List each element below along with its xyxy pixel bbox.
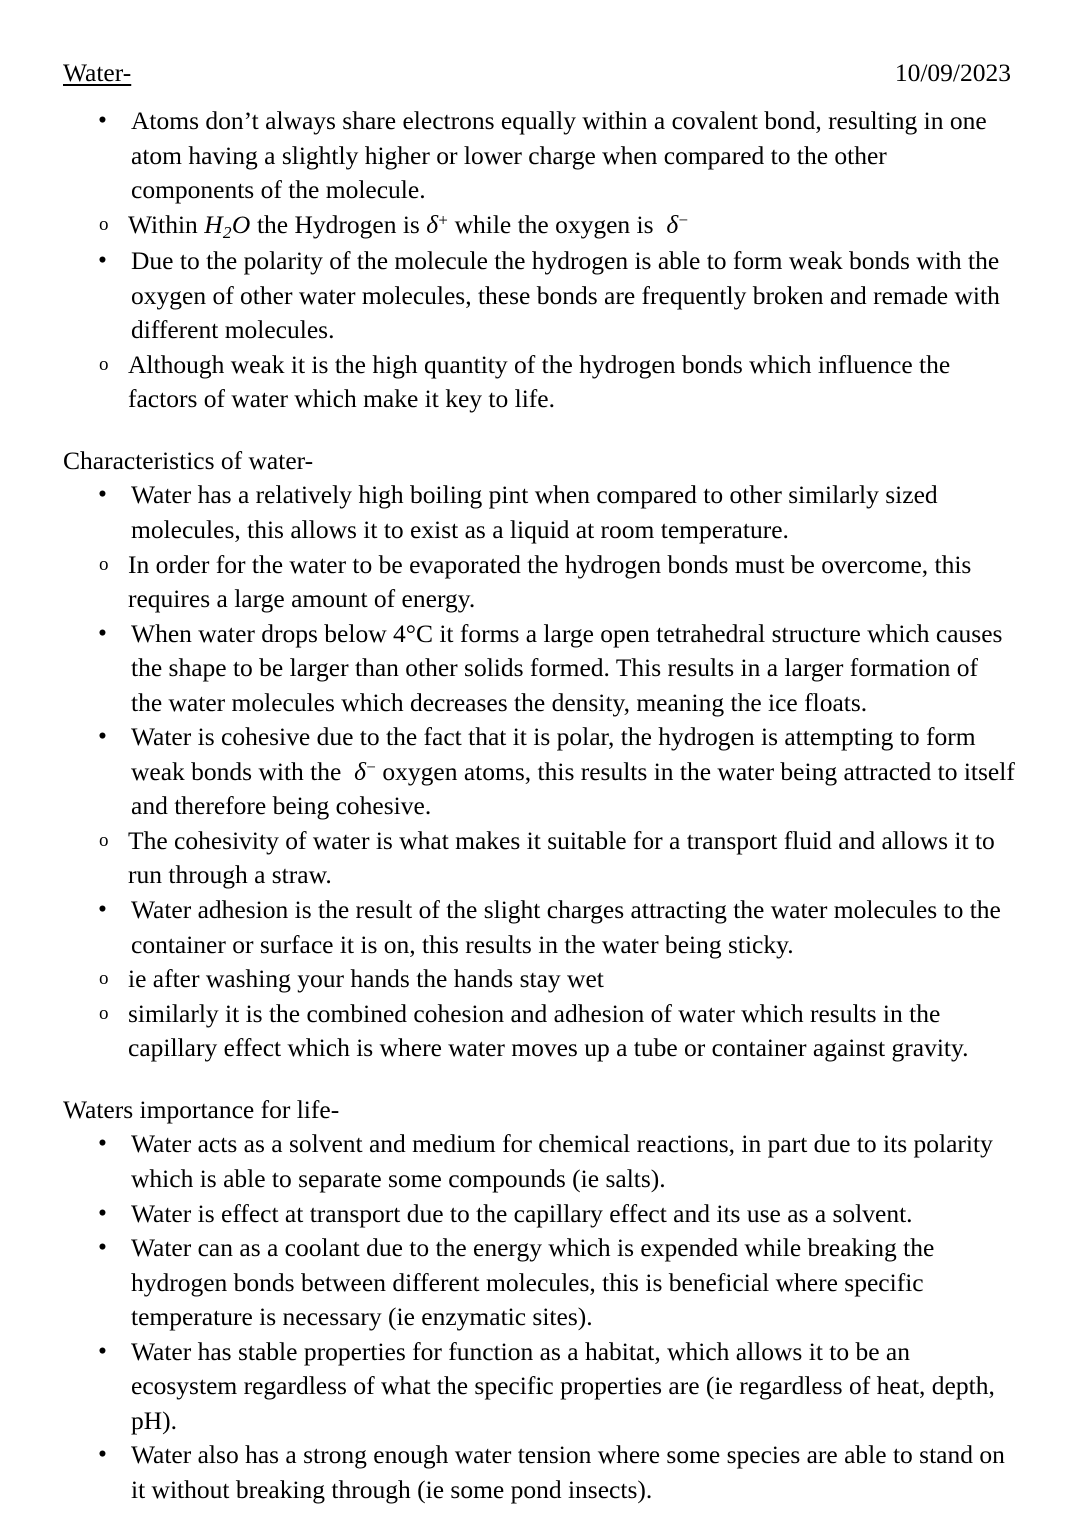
- section-spacer: [63, 417, 1015, 444]
- page-title: Water-: [63, 58, 132, 87]
- list-item: • Water also has a strong enough water tension where some species are able to stand on it without breaking through (ie some pond insects).: [63, 1438, 1015, 1507]
- sub-bullet-list: [63, 348, 1015, 417]
- delta-superscript: −: [678, 209, 689, 229]
- sub-bullet-list: [63, 208, 1015, 244]
- list-item: • Atoms don’t always share electrons equally within a covalent bond, resulting in one atom having a slightly higher or lower charge when compared to the other components of the molecule.: [63, 104, 1015, 208]
- list-item: • Water acts as a solvent and medium for chemical reactions, in part due to its polarity which is able to separate some compounds (ie salts).: [63, 1127, 1015, 1196]
- formula-h2o: [204, 209, 251, 242]
- delta-glyph: δ: [354, 756, 367, 786]
- delta-superscript: −: [366, 757, 377, 777]
- formula-subscript: 2: [222, 222, 232, 242]
- list-item: o ie after washing your hands the hands stay wet: [63, 962, 1015, 997]
- sub-bullet-list: [63, 824, 1015, 893]
- list-item: o similarly it is the combined cohesion and adhesion of water which results in the capillary effect which is where water moves up a tube or container against gravity.: [63, 997, 1015, 1066]
- list-item: • When water drops below 4°C it forms a large open tetrahedral structure which causes the shape to be larger than other solids formed. This results in a larger formation of the water molecules which decreases the density, meaning the ice floats.: [63, 617, 1015, 721]
- math-middle: the Hydrogen is: [250, 209, 427, 239]
- list-item: • Water has a relatively high boiling pint when compared to other similarly sized molecules, this allows it to exist as a liquid at room temperature.: [63, 478, 1015, 547]
- list-item: • Water can as a coolant due to the energy which is expended while breaking the hydrogen bonds between different molecules, this is beneficial where specific temperature is necessary (ie enzymatic sites).: [63, 1231, 1015, 1335]
- delta-glyph: δ: [426, 209, 439, 239]
- text-before-delta: Water is cohesive due to the fact that it is polar, the hydrogen is attempting to form weak bonds with the: [131, 722, 976, 786]
- bullet-list-intro: [63, 104, 1015, 417]
- sub-bullet-list: [63, 962, 1015, 1066]
- section-spacer: [63, 1066, 1015, 1093]
- math-prefix: Within: [128, 209, 205, 239]
- bullet-list-importance: [63, 1127, 1015, 1507]
- text-after-delta: oxygen atoms, this results in the water being attracted to itself and therefore being cohesive.: [131, 756, 1015, 821]
- document-date: 10/09/2023: [894, 58, 1011, 87]
- sublist-wrapper: [63, 208, 1015, 244]
- sublist-wrapper: [63, 348, 1015, 417]
- bullet-list-characteristics: [63, 478, 1015, 1065]
- list-item: • Water adhesion is the result of the slight charges attracting the water molecules to the container or surface it is on, this results in the water being sticky.: [63, 893, 1015, 962]
- delta-minus-symbol: [666, 210, 688, 239]
- list-item: • Water is effect at transport due to the capillary effect and its use as a solvent.: [63, 1197, 1015, 1232]
- sublist-wrapper: [63, 548, 1015, 617]
- sublist-wrapper: [63, 962, 1015, 1066]
- section-heading-importance: Waters importance for life-: [63, 1094, 340, 1124]
- list-item: o Although weak it is the high quantity of the hydrogen bonds which influence the factors of water which make it key to life.: [63, 348, 1015, 417]
- sub-bullet-list: [63, 548, 1015, 617]
- document-body: [63, 58, 1015, 1507]
- delta-minus-symbol: [354, 757, 376, 786]
- list-item: • Due to the polarity of the molecule the hydrogen is able to form weak bonds with the oxygen of other water molecules, these bonds are frequently broken and remade with different molecules.: [63, 244, 1015, 348]
- list-item: o The cohesivity of water is what makes it suitable for a transport fluid and allows it to run through a straw.: [63, 824, 1015, 893]
- formula-o: O: [231, 209, 251, 239]
- delta-glyph: δ: [666, 209, 679, 239]
- list-item: o In order for the water to be evaporated the hydrogen bonds must be overcome, this requires a large amount of energy.: [63, 548, 1015, 617]
- list-item-math-inline: [63, 720, 1015, 824]
- list-item: • Water has stable properties for function as a habitat, which allows it to be an ecosystem regardless of what the specific properties are (ie regardless of heat, depth, pH).: [63, 1335, 1015, 1439]
- section-heading-characteristics: Characteristics of water-: [63, 445, 314, 475]
- sublist-wrapper: [63, 824, 1015, 893]
- delta-superscript: +: [438, 209, 449, 229]
- list-item-math: [63, 208, 1015, 244]
- formula-h: H: [204, 209, 223, 239]
- delta-plus-symbol: [426, 210, 448, 239]
- document-header: [63, 58, 1015, 88]
- math-middle-2: while the oxygen is: [448, 209, 660, 239]
